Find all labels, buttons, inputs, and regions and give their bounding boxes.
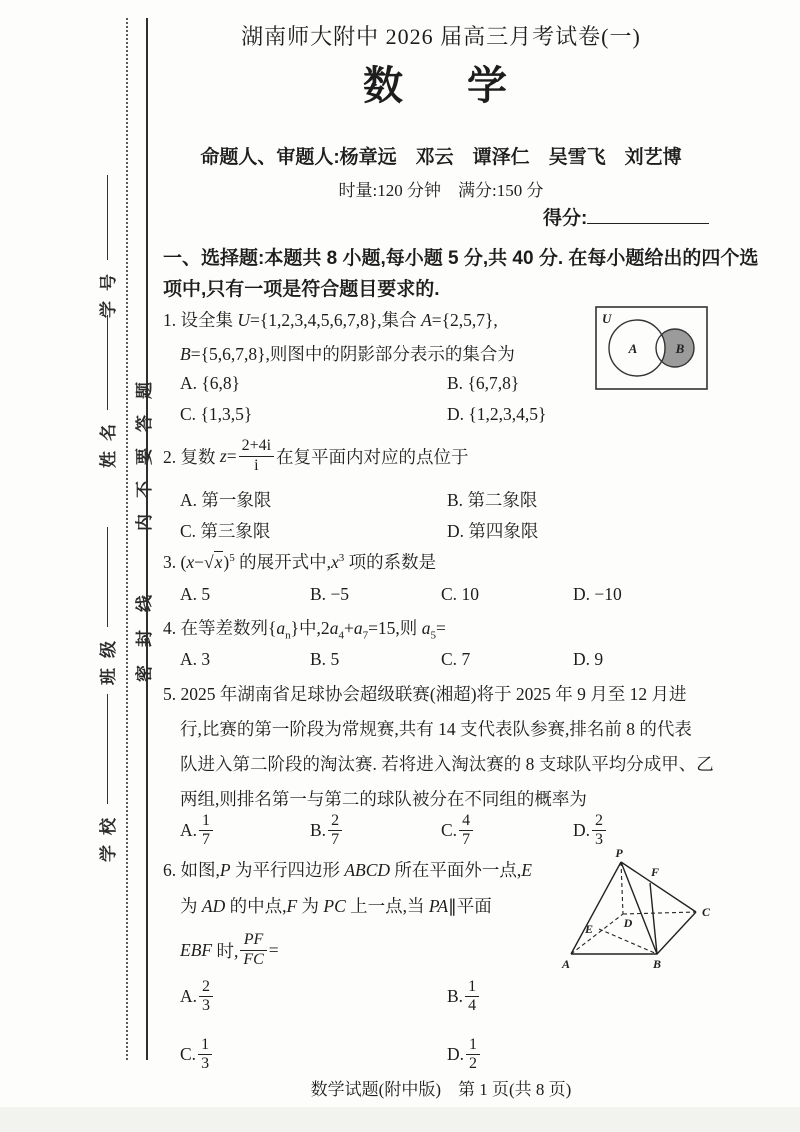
q1-line1: 1. 设全集 U={1,2,3,4,5,6,7,8},集合 A={2,5,7}, [163,310,498,330]
seal-text [130,366,155,682]
venn-setB-label: B [675,341,685,356]
score-blank [587,209,709,224]
q2-option-a: A. 第一象限 [180,490,272,510]
field-name [94,315,119,468]
q4-option-c: C. 7 [441,649,471,669]
q2-fraction: $\frac{2+4i}{i}$ [239,437,274,475]
q2-line1: 2. 复数 z = $\frac{2+4i}{i}$ 在复平面内对应的点位于 [163,437,469,474]
field-class-label: 班级 [99,631,118,685]
q5-option-d: D. $\frac{2}{3}$ [573,812,608,850]
seal-text-part1: 密封线 [135,577,154,682]
q5-option-a: A. $\frac{1}{7}$ [180,812,215,850]
score-row [543,203,709,230]
q1-line2: B={5,6,7,8},则图中的阴影部分表示的集合为 [180,344,515,364]
venn-setA-label: A [628,341,638,356]
fig-label-F: F [650,865,660,879]
q6-option-d: D. $\frac{1}{2}$ [447,1036,482,1074]
q3-option-c: C. 10 [441,584,479,604]
q4-option-b: B. 5 [310,649,340,669]
q5-option-b: B. $\frac{2}{7}$ [310,812,344,850]
field-class [94,527,119,685]
q1-option-d: D. {1,2,3,4,5} [447,404,547,424]
exam-content [160,0,759,1132]
fig-label-A: A [561,957,571,971]
q6-line2: 为 AD 的中点,F 为 PC 上一点,当 PA∥平面 [180,896,492,916]
q6-line3: EBF 时, $\frac{PF}{FC}$ = [180,931,279,968]
venn-diagram [595,306,708,395]
page-footer: 数学试题(附中版) 第 1 页(共 8 页) [310,1080,572,1099]
field-student-id-blank [104,175,108,260]
seal-dotted-line [126,18,128,1060]
q5-line3: 队进入第二阶段的淘汰赛. 若将进入淘汰赛的 8 支球队平均分成甲、乙 [180,754,714,774]
q2-option-b: B. 第二象限 [447,490,538,510]
fig-label-D: D [623,916,633,930]
setters-line: 命题人、审题人:杨章远 邓云 谭泽仁 吴雪飞 刘艺博 [200,147,682,168]
fig-label-B: B [652,957,662,971]
q3-option-d: D. −10 [573,584,622,604]
field-name-label: 姓名 [99,414,118,468]
q6-fraction: $\frac{PF}{FC}$ [240,931,266,969]
fig-label-E: E [584,922,594,936]
q4-option-d: D. 9 [573,649,604,669]
exam-title: 湖南师大附中 2026 届高三月考试卷(一) [241,24,641,49]
q3-line1: 3. $(x-√x)^5$ 的展开式中$,x^3$ 项的系数是 [163,552,437,572]
field-school-label: 学校 [99,808,118,862]
q6-option-b: B. $\frac{1}{4}$ [447,978,481,1016]
duration-line: 时量:120 分钟 满分:150 分 [338,181,544,200]
q5-option-c: C. $\frac{4}{7}$ [441,812,475,850]
field-name-blank [104,315,108,410]
q1-option-b: B. {6,7,8} [447,373,520,393]
pyramid-figure [556,846,721,986]
subject-title: 数 学 [363,63,519,108]
q6-option-a: A. $\frac{2}{3}$ [180,978,215,1016]
score-label: 得分: [543,208,588,229]
field-student-id [94,175,119,318]
section1-instruction-line2: 项中,只有一项是符合题目要求的. [163,279,440,300]
field-school-blank [104,694,108,804]
fig-label-P: P [615,846,623,860]
field-school [94,694,119,862]
q5-line2: 行,比赛的第一阶段为常规赛,共有 14 支代表队参赛,排名前 8 的代表 [180,719,692,739]
q5-line4: 两组,则排名第一与第二的球队被分在不同组的概率为 [180,789,587,809]
q1-option-a: A. {6,8} [180,373,241,393]
q2-option-c: C. 第三象限 [180,521,271,541]
q2-option-d: D. 第四象限 [447,521,539,541]
page-edge-shadow [0,1107,800,1132]
q6-line1: 6. 如图,P 为平行四边形 ABCD 所在平面外一点,E [163,860,532,880]
field-class-blank [104,527,108,627]
section1-instruction-line1: 一、选择题:本题共 8 小题,每小题 5 分,共 40 分. 在每小题给出的四个选 [163,248,759,269]
q5-line1: 5. 2025 年湖南省足球协会超级联赛(湘超)将于 2025 年 9 月至 12 月进 [163,684,687,704]
field-student-id-label: 学号 [99,264,118,318]
q1-option-c: C. {1,3,5} [180,404,253,424]
q4-line1: 4. 在等差数列$\{a_n\}$中$,2a_4+a_7=15$,则 $a_5=$ [163,618,446,642]
q4-option-a: A. 3 [180,649,211,669]
q6-option-c: C. $\frac{1}{3}$ [180,1036,214,1074]
fig-label-C: C [701,905,711,919]
q3-option-a: A. 5 [180,584,211,604]
venn-universe-label: U [602,311,612,326]
seal-text-part2: 内不要答题 [135,366,154,531]
q3-option-b: B. −5 [310,584,350,604]
